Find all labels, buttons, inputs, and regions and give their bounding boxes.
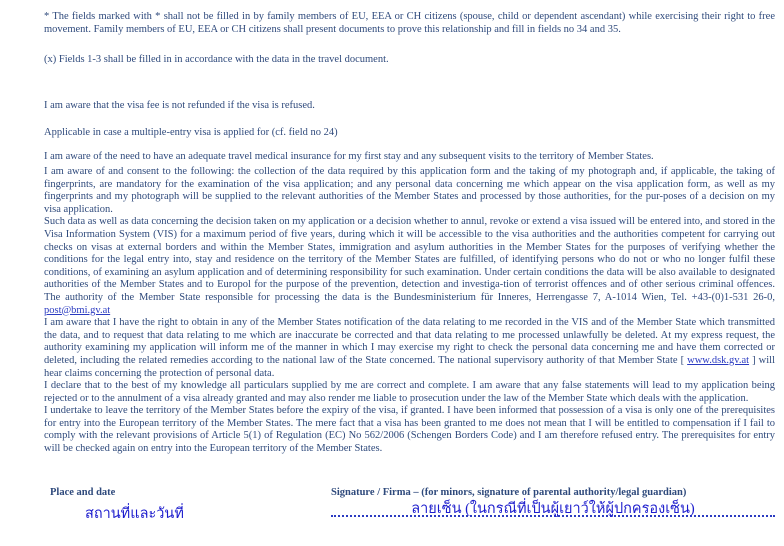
place-and-date-block [44, 486, 331, 524]
statement-multiple-entry: Applicable in case a multiple-entry visa is applied for (cf. field no 24) [44, 127, 338, 138]
vis-data-text: Such data as well as data concerning the decision taken on my application or a decision whether to annul, revoke or extend a visa issued will be entered into, and stored in the Visa Information System (VIS) for a maximum period of five years, during which it will be accessible to the visa authorities and the authorities competent for carrying out checks on visas at external borders and within the Member States, immigration and asylum authorities in the Member States for the purposes of verifying whether the conditions for the legal entry into, stay and residence on the territory of the Member States are fulfilled, of identifying persons who do not or who no longer fulfil these conditions, of examining an asylum application and of determining responsibility for such examination. Under certain conditions the data will be also available to designated authorities of the Member States and to Europol for the purpose of the prevention, detection and investiga-tion of terrorist offences and of other serious criminal offences. The authority of the Member State responsible for processing the data is the Bundesministerium für Inneres, Herrengasse 7, A-1014 Wien, Tel. +43-(0)1-531 26-0, [44, 216, 775, 303]
footnote-star: * The fields marked with * shall not be filled in by family members of EU, EEA or CH citizens (spouse, child or dependent ascendant) while exercising their right to free movement. Family members of EU, EEA or CH citizens shall present documents to prove this relationship and fill in fields no 34 and 35. [44, 11, 775, 35]
footnote-x: (x) Fields 1-3 shall be filled in in accordance with the data in the travel document. [44, 54, 389, 65]
statement-consent: I am aware of and consent to the following: the collection of the data required by this application form and the taking of my photograph and, if applicable, the taking of fingerprints, are mandatory for the examination of the visa application; and any personal data concerning me which appear on the visa application form, as well as my fingerprints and my photograph will be supplied to the relevant authorities of the Member States and processed by those authorities, for the pur-poses of a decision on my visa application. [44, 166, 775, 215]
data-rights-text-before: I am aware that I have the right to obtain in any of the Member States notification of the data relating to me recorded in the VIS and of the Member State which transmitted the data, and to request that data relating to me which are inaccurate be corrected and that data relating to me processed unlawfully be deleted. At my express request, the authority examining my application will inform me of the manner in which I may exercise my right to check the personal data concerning me and have them corrected or deleted, including the related remedies according to the national law of the State concerned. The national supervisory authority of that Member State [ [44, 317, 775, 366]
data-rights-text-after: ] will hear claims concerning the protection of personal data. [44, 354, 775, 379]
place-and-date-label-thai: สถานที่และวันที่ [85, 505, 184, 522]
statement-vis-data [44, 216, 775, 317]
signature-label-thai: ลายเซ็น (ในกรณีที่เป็นผู้เยาว์ให้ผู้ปกครองเซ็น) [411, 500, 695, 517]
signature-label: Signature / Firma – (for minors, signature of parental authority/legal guardian) [331, 486, 687, 498]
statement-declaration: I declare that to the best of my knowledge all particulars supplied by me are correct and complete. I am aware that any false statements will lead to my application being rejected or to the annulment of a visa already granted and may also render me liable to prosecution under the law of the Member State which deals with the application. [44, 380, 775, 404]
signature-section [44, 486, 775, 524]
dsk-website-link[interactable]: www.dsk.gv.at [687, 354, 750, 366]
signature-block [331, 486, 775, 524]
statement-undertake: I undertake to leave the territory of the Member States before the expiry of the visa, if granted. I have been informed that possession of a visa is only one of the prerequisites for entry into the European territory of the Member States. The mere fact that a visa has been granted to me does not mean that I will be entitled to compensation if I fail to comply with the relevant provisions of Article 5(1) of Regulation (EC) No 562/2006 (Schengen Borders Code) and I am therefore refused entry. The prerequisites for entry will be checked again on entry into the European territory of the Member States. [44, 405, 775, 455]
bmi-email-link[interactable]: post@bmi.gv.at [44, 304, 111, 316]
statement-insurance: I am aware of the need to have an adequate travel medical insurance for my first stay and any subsequent visits to the territory of Member States. [44, 151, 654, 162]
statement-data-rights [44, 317, 775, 380]
statement-visa-fee: I am aware that the visa fee is not refunded if the visa is refused. [44, 100, 315, 111]
place-and-date-label: Place and date [50, 486, 116, 498]
